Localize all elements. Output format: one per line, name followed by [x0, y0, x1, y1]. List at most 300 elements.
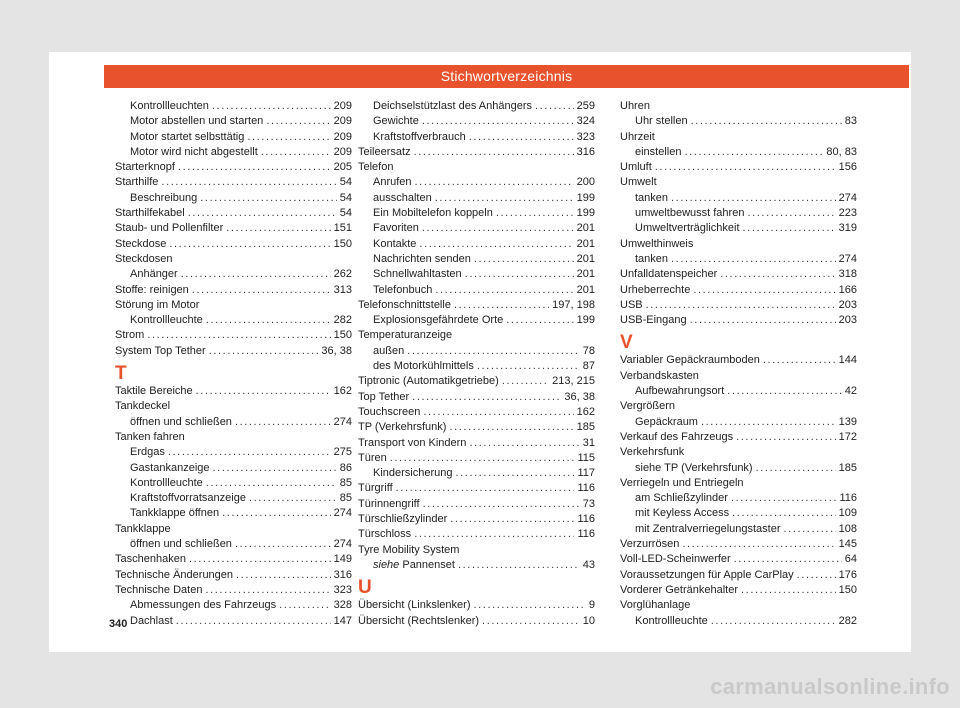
dot-leader — [209, 344, 319, 359]
index-column-2 — [358, 99, 595, 629]
entry-page-ref: 151 — [333, 222, 352, 235]
dot-leader — [261, 145, 331, 160]
entry-page-ref: 201 — [576, 237, 595, 250]
index-heading — [115, 252, 352, 267]
dot-leader — [502, 374, 549, 389]
index-entry — [115, 568, 352, 583]
index-entry — [620, 583, 857, 598]
entry-page-ref: 147 — [333, 614, 352, 627]
entry-term: Tankklappe — [115, 522, 171, 535]
index-entry — [620, 267, 857, 282]
index-heading — [115, 399, 352, 414]
dot-leader — [736, 430, 836, 445]
entry-term: Umluft — [620, 161, 652, 174]
entry-page-ref: 87 — [582, 360, 595, 373]
dot-leader — [732, 506, 836, 521]
entry-term: Gastankanzeige — [130, 461, 210, 474]
entry-term: ausschalten — [373, 191, 432, 204]
entry-term: am Schließzylinder — [635, 492, 728, 505]
entry-page-ref: 54 — [339, 191, 352, 204]
dot-leader — [390, 451, 575, 466]
entry-term: Touchscreen — [358, 405, 421, 418]
dot-leader — [414, 527, 574, 542]
dot-leader — [188, 206, 337, 221]
dot-leader — [168, 445, 331, 460]
entry-page-ref: 201 — [576, 252, 595, 265]
entry-term: Telefonschnittstelle — [358, 298, 451, 311]
index-entry — [620, 522, 857, 537]
dot-leader — [147, 328, 330, 343]
page-header: Stichwortverzeichnis — [104, 65, 909, 88]
index-entry — [358, 466, 595, 481]
index-entry — [358, 420, 595, 435]
entry-page-ref: 36, 38 — [564, 390, 595, 403]
dot-leader — [449, 420, 573, 435]
dot-leader — [266, 114, 330, 129]
index-entry — [358, 175, 595, 190]
entry-term: Türschließzylinder — [358, 513, 448, 526]
index-entry — [115, 598, 352, 613]
entry-term: Motor wird nicht abgestellt — [130, 145, 258, 158]
entry-page-ref: 109 — [838, 507, 857, 520]
entry-page-ref: 54 — [339, 176, 352, 189]
entry-page-ref: 150 — [333, 237, 352, 250]
dot-leader — [482, 614, 580, 629]
index-entry — [115, 344, 352, 359]
entry-page-ref: 319 — [838, 222, 857, 235]
entry-page-ref: 172 — [838, 430, 857, 443]
entry-term: Motor startet selbsttätig — [130, 130, 245, 143]
entry-page-ref: 199 — [576, 207, 595, 220]
entry-page-ref: 209 — [333, 130, 352, 143]
dot-leader — [731, 491, 837, 506]
entry-page-ref: 201 — [576, 283, 595, 296]
dot-leader — [192, 283, 331, 298]
entry-page-ref: 86 — [339, 461, 352, 474]
entry-page-ref: 259 — [576, 100, 595, 112]
index-entry — [115, 145, 352, 160]
index-heading — [358, 328, 595, 343]
index-entry — [358, 313, 595, 328]
entry-term: Voll-LED-Scheinwerfer — [620, 553, 731, 566]
index-entry — [620, 206, 857, 221]
dot-leader — [435, 191, 574, 206]
entry-page-ref: 83 — [844, 115, 857, 128]
entry-page-ref: 209 — [333, 145, 352, 158]
entry-term: Umwelt — [620, 176, 657, 189]
dot-leader — [415, 175, 574, 190]
dot-leader — [450, 512, 574, 527]
index-heading — [115, 430, 352, 445]
dot-leader — [161, 175, 336, 190]
dot-leader — [422, 114, 574, 129]
entry-page-ref: 149 — [333, 553, 352, 566]
entry-term: Tankklappe öffnen — [130, 507, 220, 520]
entry-term: Abmessungen des Fahrzeugs — [130, 599, 277, 612]
index-entry — [358, 221, 595, 236]
index-entry — [620, 506, 857, 521]
entry-term: Telefonbuch — [373, 283, 433, 296]
index-entry — [115, 384, 352, 399]
entry-page-ref: 85 — [339, 476, 352, 489]
entry-term: Transport von Kindern — [358, 436, 467, 449]
index-heading — [115, 298, 352, 313]
entry-page-ref: 274 — [838, 191, 857, 204]
entry-term: Beschreibung — [130, 191, 198, 204]
entry-term: Verbandskasten — [620, 369, 699, 382]
entry-page-ref: 116 — [577, 528, 595, 541]
entry-page-ref: 324 — [576, 115, 595, 128]
entry-term: Staub- und Pollenfilter — [115, 222, 224, 235]
entry-term: Anhänger — [130, 268, 178, 281]
entry-term: System Top Tether — [115, 344, 206, 357]
entry-term: Uhrzeit — [620, 130, 655, 143]
index-entry — [115, 491, 352, 506]
entry-term: Verkehrsfunk — [620, 446, 685, 459]
dot-leader — [247, 130, 330, 145]
index-entry — [115, 328, 352, 343]
dot-leader — [279, 598, 330, 613]
entry-page-ref: 197, 198 — [552, 298, 595, 311]
entry-term: Kontrollleuchte — [130, 476, 203, 489]
section-letter: U — [358, 577, 372, 599]
dot-leader — [226, 221, 330, 236]
index-entry — [620, 568, 857, 583]
entry-term: Favoriten — [373, 222, 419, 235]
entry-term: Dachlast — [130, 614, 173, 627]
index-entry — [115, 99, 352, 114]
index-entry — [358, 130, 595, 145]
index-entry — [115, 476, 352, 491]
entry-page-ref: 73 — [582, 497, 595, 510]
entry-page-ref: 80, 83 — [826, 145, 857, 158]
index-entry — [620, 160, 857, 175]
watermark-text: carmanualsonline.info — [710, 674, 950, 699]
entry-term: Technische Daten — [115, 583, 203, 596]
entry-page-ref: 274 — [333, 538, 352, 551]
entry-term: Türschloss — [358, 528, 412, 541]
dot-leader — [756, 461, 836, 476]
entry-page-ref: 116 — [839, 492, 857, 505]
dot-leader — [797, 568, 836, 583]
dot-leader — [720, 267, 835, 282]
index-entry — [358, 267, 595, 282]
index-entry — [620, 114, 857, 129]
index-page — [49, 52, 911, 652]
index-entry — [358, 206, 595, 221]
index-entry — [620, 145, 857, 160]
dot-leader — [419, 237, 573, 252]
index-entry — [115, 445, 352, 460]
dot-leader — [412, 390, 561, 405]
entry-term: USB-Eingang — [620, 314, 687, 327]
entry-page-ref: 328 — [333, 599, 352, 612]
dot-leader — [727, 384, 841, 399]
entry-page-ref: 85 — [339, 492, 352, 505]
index-entry — [358, 512, 595, 527]
entry-term: Taschenhaken — [115, 553, 186, 566]
dot-leader — [407, 344, 580, 359]
dot-leader — [535, 99, 574, 114]
index-entry — [620, 614, 857, 629]
entry-term: Türen — [358, 451, 387, 464]
entry-term: Tanken fahren — [115, 430, 185, 443]
entry-page-ref: 176 — [838, 568, 857, 581]
entry-page-ref: 274 — [333, 415, 352, 428]
dot-leader — [469, 436, 579, 451]
index-entry — [115, 130, 352, 145]
index-heading — [358, 160, 595, 175]
index-heading — [620, 476, 857, 491]
entry-term: Gepäckraum — [635, 415, 698, 428]
entry-term: öffnen und schließen — [130, 415, 232, 428]
entry-term: Uhr stellen — [635, 115, 688, 128]
index-entry — [358, 99, 595, 114]
entry-term: Telefon — [358, 161, 394, 174]
entry-term: Umweltverträglichkeit — [635, 222, 740, 235]
entry-page-ref: 201 — [576, 222, 595, 235]
index-entry — [620, 283, 857, 298]
entry-page-ref: 42 — [844, 385, 857, 398]
index-entry — [620, 461, 857, 476]
section-letter: V — [620, 332, 633, 354]
entry-term: Kontrollleuchten — [130, 100, 209, 112]
entry-term: öffnen und schließen — [130, 538, 232, 551]
dot-leader — [474, 252, 574, 267]
dot-leader — [178, 160, 331, 175]
entry-page-ref: 282 — [333, 314, 352, 327]
entry-term: Uhren — [620, 100, 650, 112]
entry-term: tanken — [635, 191, 669, 204]
entry-term: Türgriff — [358, 482, 393, 495]
entry-term: Schnellwahltasten — [373, 268, 462, 281]
entry-term: Stoffe: reinigen — [115, 283, 189, 296]
entry-term: Steckdosen — [115, 252, 173, 265]
entry-page-ref: 275 — [333, 446, 352, 459]
dot-leader — [423, 497, 580, 512]
dot-leader — [454, 298, 549, 313]
index-entry — [620, 191, 857, 206]
entry-page-ref: 313 — [333, 283, 352, 296]
entry-term: siehe TP (Verkehrsfunk) — [635, 461, 753, 474]
entry-term: Störung im Motor — [115, 298, 200, 311]
entry-term: Deichselstützlast des Anhängers — [373, 100, 532, 112]
index-entry — [620, 415, 857, 430]
dot-leader — [743, 221, 836, 236]
index-entry — [358, 114, 595, 129]
dot-leader — [477, 359, 580, 374]
dot-leader — [414, 145, 574, 160]
entry-term — [373, 558, 455, 573]
dot-leader — [206, 313, 331, 328]
entry-term: Umwelthinweis — [620, 237, 694, 250]
index-entry — [115, 267, 352, 282]
dot-leader — [784, 522, 836, 537]
dot-leader — [423, 405, 573, 420]
entry-term: Übersicht (Linkslenker) — [358, 599, 471, 612]
entry-term: Anrufen — [373, 176, 412, 189]
entry-term: Türinnengriff — [358, 497, 420, 510]
index-entry — [115, 614, 352, 629]
index-entry — [620, 313, 857, 328]
entry-term: Kontrollleuchte — [130, 314, 203, 327]
index-heading — [620, 369, 857, 384]
dot-leader — [396, 481, 575, 496]
entry-term: Temperaturanzeige — [358, 329, 453, 342]
dot-leader — [469, 130, 574, 145]
entry-term: Tyre Mobility System — [358, 543, 460, 556]
entry-term: mit Keyless Access — [635, 507, 730, 520]
entry-term: Variabler Gepäckraumboden — [620, 354, 760, 367]
entry-page-ref: 205 — [333, 161, 352, 174]
dot-leader — [458, 558, 580, 573]
entry-term: Kraftstoffverbrauch — [373, 130, 466, 143]
entry-page-ref: 282 — [838, 614, 857, 627]
index-entry — [358, 390, 595, 405]
dot-leader — [763, 353, 836, 368]
index-column-3 — [620, 99, 857, 629]
entry-term: tanken — [635, 252, 669, 265]
entry-page-ref: 150 — [838, 583, 857, 596]
entry-term: Motor abstellen und starten — [130, 115, 264, 128]
entry-term: Explosionsgefährdete Orte — [373, 314, 504, 327]
entry-page-ref: 54 — [339, 207, 352, 220]
entry-term: Technische Änderungen — [115, 568, 234, 581]
entry-page-ref: 166 — [838, 283, 857, 296]
index-entry — [358, 344, 595, 359]
dot-leader — [682, 537, 835, 552]
index-entry — [115, 313, 352, 328]
dot-leader — [473, 598, 585, 613]
index-entry — [358, 558, 595, 573]
entry-page-ref: 185 — [838, 461, 857, 474]
entry-see-reference: siehe — [373, 558, 400, 571]
entry-term: Vergrößern — [620, 400, 676, 413]
dot-leader — [741, 583, 836, 598]
index-entry — [358, 481, 595, 496]
index-entry — [620, 353, 857, 368]
entry-page-ref: 223 — [838, 207, 857, 220]
entry-page-ref: 117 — [577, 467, 595, 480]
entry-term: Voraussetzungen für Apple CarPlay — [620, 568, 794, 581]
dot-leader — [212, 99, 331, 114]
entry-page-ref: 209 — [333, 100, 352, 112]
entry-page-ref: 145 — [838, 538, 857, 551]
index-heading — [358, 543, 595, 558]
section-letter: T — [115, 363, 127, 385]
dot-leader — [693, 283, 835, 298]
entry-term: Taktile Bereiche — [115, 385, 193, 398]
index-entry — [115, 221, 352, 236]
entry-term: Verriegeln und Entriegeln — [620, 476, 744, 489]
index-entry — [115, 461, 352, 476]
index-entry — [620, 430, 857, 445]
dot-leader — [646, 298, 836, 313]
dot-leader — [465, 267, 574, 282]
entry-term: USB — [620, 298, 643, 311]
entry-page-ref: 139 — [838, 415, 857, 428]
index-entry — [620, 252, 857, 267]
dot-leader — [422, 221, 574, 236]
entry-page-ref: 162 — [333, 385, 352, 398]
dot-leader — [205, 583, 330, 598]
entry-term: mit Zentralverriegelungstaster — [635, 522, 781, 535]
dot-leader — [213, 461, 337, 476]
index-entry — [620, 298, 857, 313]
index-entry — [115, 283, 352, 298]
dot-leader — [222, 506, 331, 521]
entry-page-ref: 318 — [838, 268, 857, 281]
entry-page-ref: 323 — [576, 130, 595, 143]
index-heading — [620, 175, 857, 190]
index-entry — [115, 160, 352, 175]
index-entry — [358, 359, 595, 374]
dot-leader — [506, 313, 573, 328]
entry-term: Kontakte — [373, 237, 417, 250]
dot-leader — [691, 114, 842, 129]
page-number: 340 — [109, 618, 128, 630]
entry-page-ref: 36, 38 — [321, 344, 352, 357]
entry-page-ref: 108 — [838, 522, 857, 535]
dot-leader — [169, 237, 330, 252]
entry-page-ref: 274 — [333, 507, 352, 520]
dot-leader — [747, 206, 835, 221]
index-entry — [115, 583, 352, 598]
index-entry — [358, 191, 595, 206]
dot-leader — [671, 252, 836, 267]
index-entry — [115, 237, 352, 252]
dot-leader — [655, 160, 836, 175]
dot-leader — [181, 267, 331, 282]
index-entry — [358, 252, 595, 267]
index-entry — [358, 237, 595, 252]
index-entry — [358, 283, 595, 298]
entry-term: Unfalldatenspeicher — [620, 268, 718, 281]
entry-term: Kontrollleuchte — [635, 614, 708, 627]
dot-leader — [456, 466, 575, 481]
index-entry — [358, 298, 595, 313]
entry-term: Kraftstoffvorratsanzeige — [130, 492, 246, 505]
entry-page-ref: 199 — [576, 314, 595, 327]
dot-leader — [206, 476, 337, 491]
entry-page-ref: 116 — [577, 482, 595, 495]
index-heading — [620, 399, 857, 414]
index-entry — [620, 537, 857, 552]
entry-page-ref: 316 — [333, 568, 352, 581]
index-entry — [358, 614, 595, 629]
dot-leader — [711, 614, 836, 629]
entry-page-ref: 116 — [577, 513, 595, 526]
dot-leader — [684, 145, 823, 160]
entry-page-ref: 274 — [838, 252, 857, 265]
index-entry — [358, 374, 595, 389]
index-entry — [358, 145, 595, 160]
entry-page-ref: 115 — [577, 451, 595, 464]
dot-leader — [671, 191, 836, 206]
index-column-1 — [115, 99, 352, 629]
entry-term: Nachrichten senden — [373, 252, 471, 265]
entry-page-ref: 43 — [582, 558, 595, 571]
entry-term: Gewichte — [373, 115, 419, 128]
entry-page-ref: 78 — [582, 344, 595, 357]
entry-term: Starterknopf — [115, 161, 175, 174]
entry-page-ref: 209 — [333, 115, 352, 128]
dot-leader — [701, 415, 836, 430]
index-entry — [358, 527, 595, 542]
index-entry — [358, 598, 595, 613]
entry-page-ref: 316 — [576, 145, 595, 158]
entry-page-ref: 150 — [333, 329, 352, 342]
